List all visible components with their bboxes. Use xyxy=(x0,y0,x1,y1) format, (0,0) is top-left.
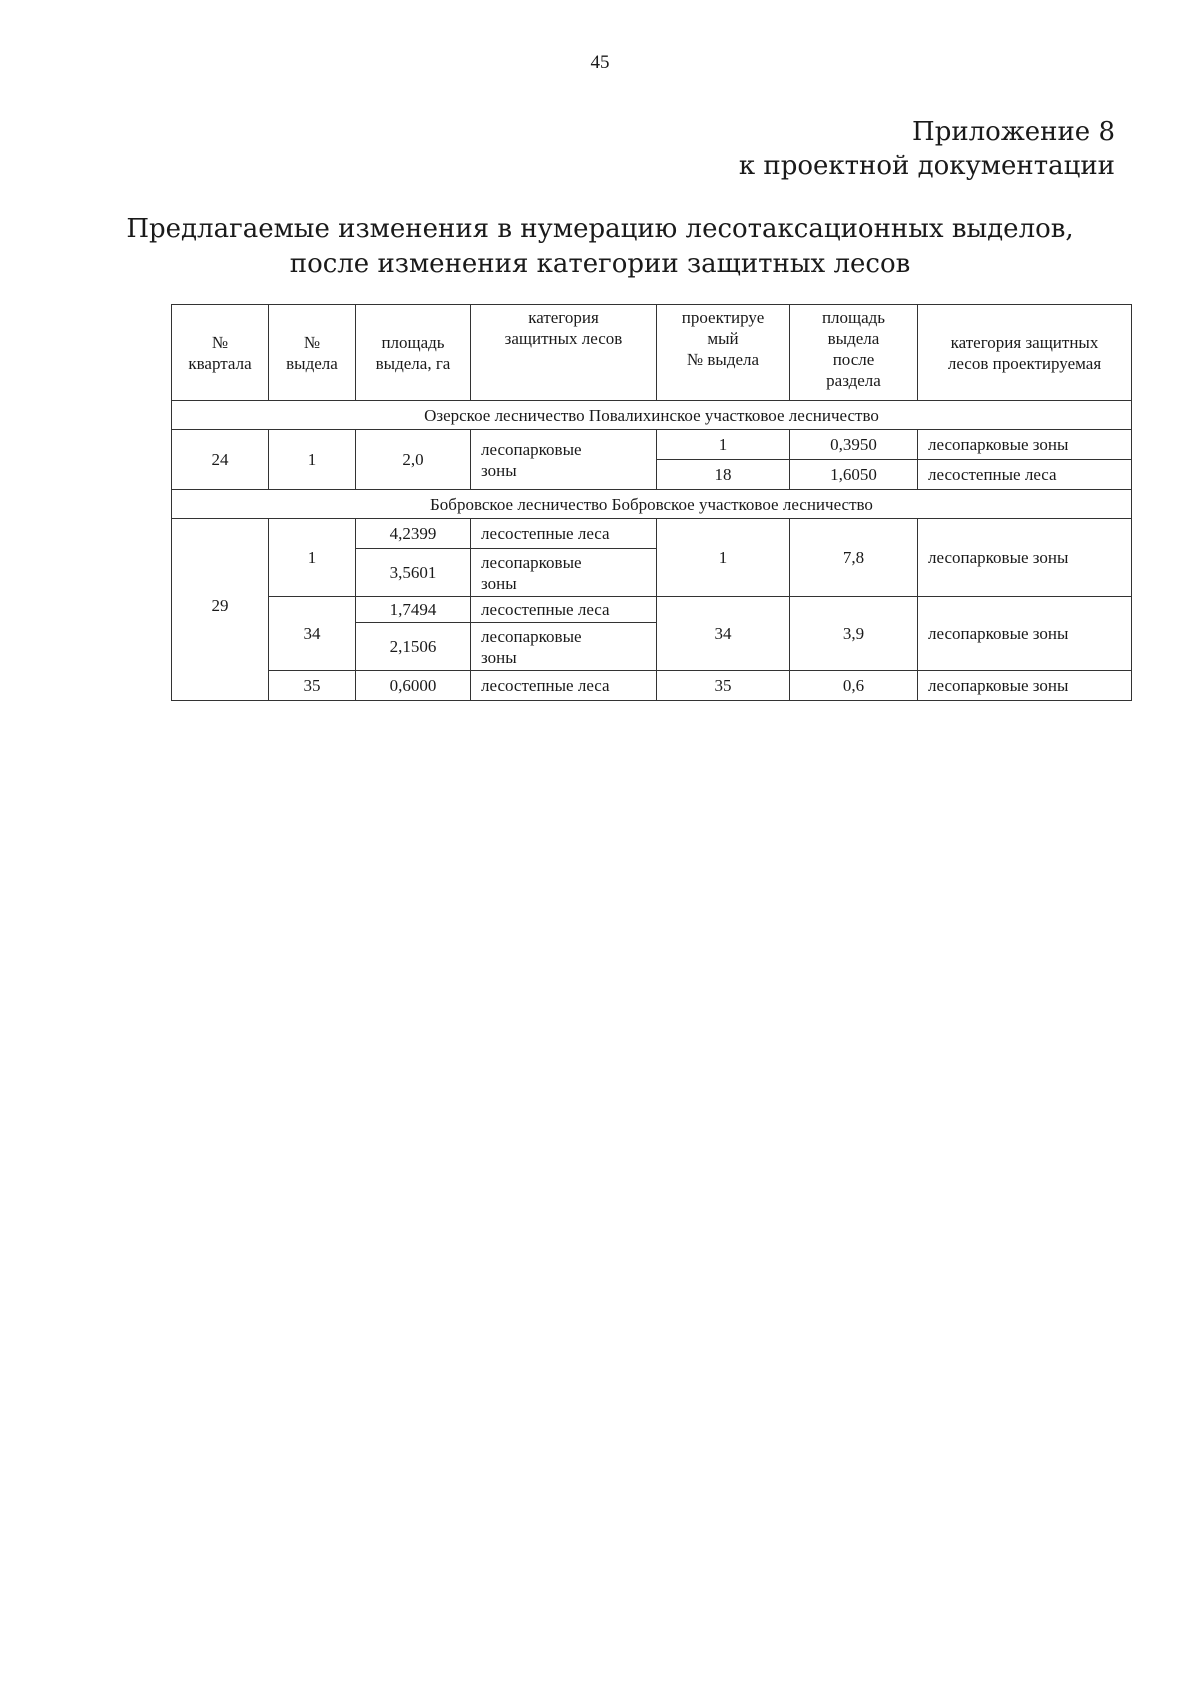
section-title: Озерское лесничество Повалихинское участковое лесничество xyxy=(172,401,1132,430)
cell-proj-vydel: 1 xyxy=(657,519,790,597)
cell-vydel: 34 xyxy=(269,597,356,671)
forest-plots-table xyxy=(171,304,1132,701)
header-vydel: № выдела xyxy=(269,305,356,401)
cell-proj-category: лесопарковые зоны xyxy=(918,519,1132,597)
appendix-heading xyxy=(739,115,1115,183)
cell-proj-vydel: 18 xyxy=(657,460,790,490)
cell-category: лесопарковые зоны xyxy=(471,623,657,671)
section-row xyxy=(172,490,1132,519)
cell-proj-category: лесопарковые зоны xyxy=(918,430,1132,460)
cell-proj-category: лесопарковые зоны xyxy=(918,671,1132,701)
cell-category: лесостепные леса xyxy=(471,597,657,623)
appendix-line-1: Приложение 8 xyxy=(912,117,1115,147)
title-line-1: Предлагаемые изменения в нумерацию лесотаксационных выделов, xyxy=(126,214,1074,244)
cell-area: 2,0 xyxy=(356,430,471,490)
cell-category: лесопарковые зоны xyxy=(471,430,657,490)
cell-area: 1,7494 xyxy=(356,597,471,623)
table-row xyxy=(172,597,1132,623)
cell-area: 2,1506 xyxy=(356,623,471,671)
table-row xyxy=(172,519,1132,549)
header-area-after: площадь выдела после раздела xyxy=(790,305,918,401)
appendix-line-2: к проектной документации xyxy=(738,151,1115,181)
cell-category: лесостепные леса xyxy=(471,671,657,701)
cell-category: лесопарковые зоны xyxy=(471,549,657,597)
cell-area: 4,2399 xyxy=(356,519,471,549)
document-title xyxy=(0,212,1200,282)
cell-vydel: 35 xyxy=(269,671,356,701)
header-area: площадь выдела, га xyxy=(356,305,471,401)
title-line-2: после изменения категории защитных лесов xyxy=(289,249,911,279)
cell-area-after: 1,6050 xyxy=(790,460,918,490)
cell-category: лесостепные леса xyxy=(471,519,657,549)
cell-area-after: 7,8 xyxy=(790,519,918,597)
cell-kvartal: 24 xyxy=(172,430,269,490)
cell-area: 3,5601 xyxy=(356,549,471,597)
page-number: 45 xyxy=(590,52,610,73)
cell-proj-vydel: 34 xyxy=(657,597,790,671)
cell-area-after: 3,9 xyxy=(790,597,918,671)
cell-vydel: 1 xyxy=(269,430,356,490)
header-category: категория защитных лесов xyxy=(471,305,657,401)
header-kvartal: № квартала xyxy=(172,305,269,401)
table-row xyxy=(172,430,1132,460)
section-title: Бобровское лесничество Бобровское участковое лесничество xyxy=(172,490,1132,519)
cell-area-after: 0,6 xyxy=(790,671,918,701)
cell-area-after: 0,3950 xyxy=(790,430,918,460)
cell-vydel: 1 xyxy=(269,519,356,597)
cell-proj-category: лесостепные леса xyxy=(918,460,1132,490)
cell-proj-vydel: 1 xyxy=(657,430,790,460)
section-row xyxy=(172,401,1132,430)
header-proj-category: категория защитных лесов проектируемая xyxy=(918,305,1132,401)
table-row xyxy=(172,671,1132,701)
header-row xyxy=(172,305,1132,401)
header-proj-vydel: проектируе мый № выдела xyxy=(657,305,790,401)
cell-area: 0,6000 xyxy=(356,671,471,701)
cell-kvartal: 29 xyxy=(172,519,269,701)
cell-proj-category: лесопарковые зоны xyxy=(918,597,1132,671)
cell-proj-vydel: 35 xyxy=(657,671,790,701)
